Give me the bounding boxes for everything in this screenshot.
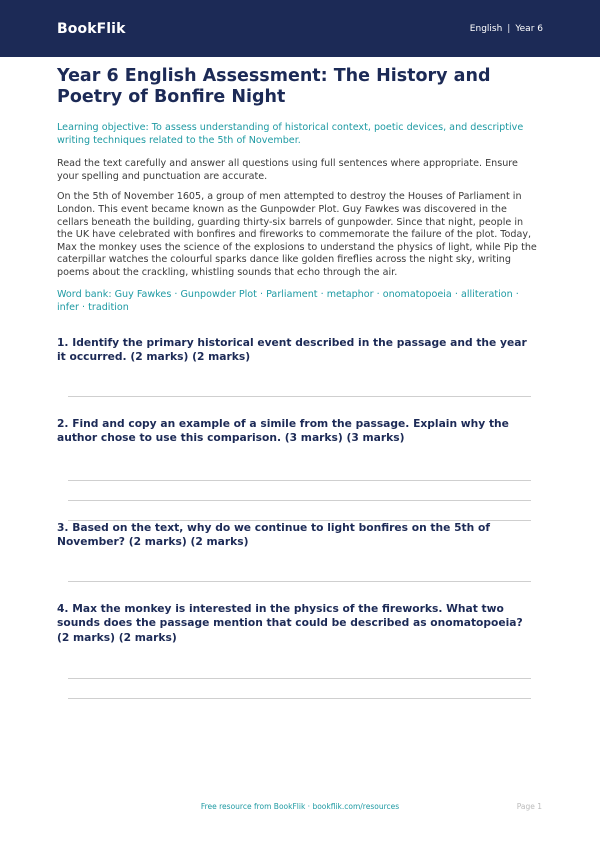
answer-line[interactable] xyxy=(68,365,531,397)
answer-line[interactable] xyxy=(68,679,531,699)
page-number: Page 1 xyxy=(516,802,542,811)
question-text: 4. Max the monkey is interested in the physics of the fireworks. What two sounds does the passage mention that could be described as onomatopoeia? (2 marks) (2 marks) xyxy=(57,601,523,644)
question-text: 3. Based on the text, why do we continue to light bonfires on the 5th of November? (2 marks) (2 marks) xyxy=(57,520,490,549)
question-4 xyxy=(57,602,537,700)
answer-line[interactable] xyxy=(68,550,531,582)
question-text: 1. Identify the primary historical event described in the passage and the year it occurred. (2 marks) (2 marks) xyxy=(57,335,527,364)
meta-separator: | xyxy=(507,23,511,34)
question-1 xyxy=(57,336,537,397)
header-meta xyxy=(470,24,543,34)
learning-objective: Learning objective: To assess understanding of historical context, poetic devices, and descriptive writing techniques related to the 5th of November. xyxy=(57,122,524,146)
question-text: 2. Find and copy an example of a simile from the passage. Explain why the author chose to use this comparison. (3 marks) (3 marks) xyxy=(57,416,509,445)
footer-resource-link[interactable]: Free resource from BookFlik · bookflik.com/resources xyxy=(200,802,400,811)
reading-passage: On the 5th of November 1605, a group of men attempted to destroy the Houses of Parliament in London. This event became known as the Gunpowder Plot. Guy Fawkes was discovered in the cellars beneath the building, guarding thirty-six barrels of gunpowder. Since that night, people in the UK have celebrated with bonfires and fireworks to commemorate the failure of the plot. Today, Max the monkey uses the science of the explosions to understand the physics of light, while Pip the caterpillar watches the colourful sparks dance like golden fireflies across the night sky, writing poems about the crackling, whistling sounds that echo through the air. xyxy=(57,191,537,278)
word-bank: Word bank: Guy Fawkes · Gunpowder Plot · Parliament · metaphor · onomatopoeia · alliteration · infer · tradition xyxy=(57,288,519,313)
question-2 xyxy=(57,417,537,521)
subject-label: English xyxy=(469,23,503,34)
answer-line[interactable] xyxy=(68,501,531,521)
page-title: Year 6 English Assessment: The History and Poetry of Bonfire Night xyxy=(57,66,491,107)
question-3 xyxy=(57,521,537,582)
answer-line[interactable] xyxy=(68,645,531,679)
answer-line[interactable] xyxy=(68,481,531,501)
page-footer xyxy=(0,802,600,814)
page-header xyxy=(0,0,600,57)
answer-line[interactable] xyxy=(68,446,531,481)
brand-logo: BookFlik xyxy=(57,20,126,37)
worksheet-body xyxy=(57,66,537,699)
instructions-text: Read the text carefully and answer all questions using full sentences where appropriate. Ensure your spelling and punctuation are accurate. xyxy=(57,158,518,182)
year-label: Year 6 xyxy=(515,23,543,34)
